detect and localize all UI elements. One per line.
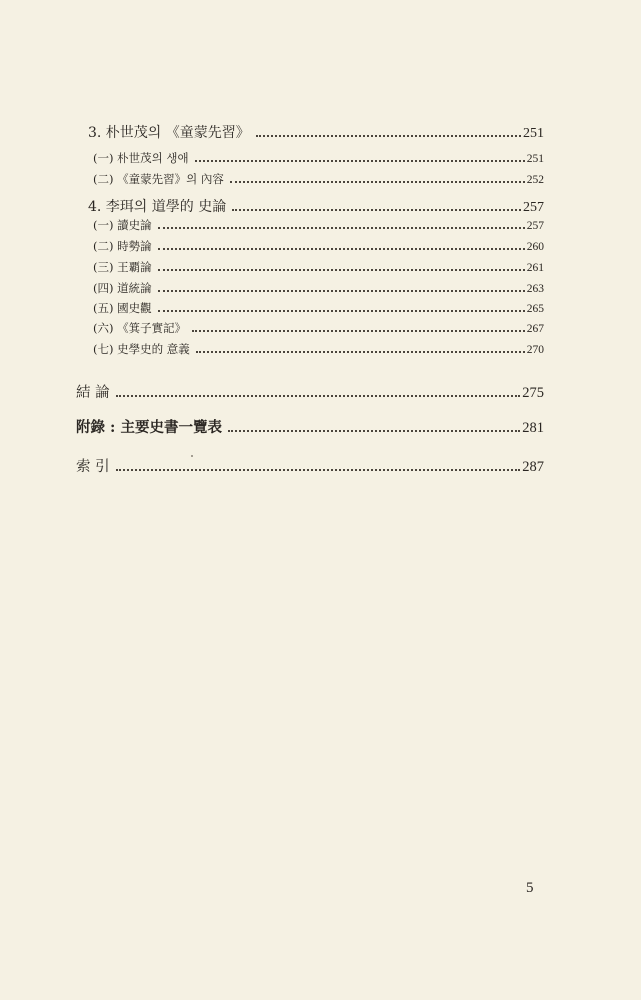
dot-leader — [116, 395, 521, 397]
toc-entry-label: 索 引 — [76, 459, 110, 475]
dot-leader — [256, 135, 521, 137]
toc-entry-4-4 — [93, 280, 544, 296]
dot-leader — [158, 248, 525, 250]
toc-entry-page: 267 — [526, 323, 544, 335]
toc-entry-label: (二) 《童蒙先習》의 內容 — [93, 172, 224, 186]
toc-entry-label: (一) 朴世茂의 생애 — [93, 151, 189, 165]
dot-leader — [196, 351, 525, 353]
toc-entry-4-6 — [93, 320, 544, 336]
toc-entry-page: 287 — [522, 459, 544, 475]
dot-leader — [116, 469, 521, 471]
toc-entry-label: (一) 讀史論 — [93, 218, 152, 232]
toc-entry-4-3 — [93, 259, 544, 275]
toc-entry-page: 261 — [526, 262, 544, 274]
ink-speck — [191, 455, 193, 457]
toc-entry-label: (七) 史學史的 意義 — [93, 342, 190, 356]
toc-entry-label: (六) 《箕子實記》 — [93, 321, 187, 335]
toc-entry-page: 270 — [526, 344, 544, 356]
dot-leader — [158, 269, 525, 271]
toc-entry-page: 251 — [526, 153, 544, 165]
toc-entry-page: 265 — [526, 303, 544, 315]
dot-leader — [192, 330, 525, 332]
toc-entry-label: 附錄 : 主要史書一覽表 — [76, 419, 222, 436]
toc-entry-4-7 — [93, 341, 544, 357]
toc-entry-page: 281 — [522, 420, 544, 436]
toc-entry-page: 251 — [523, 126, 544, 141]
toc-entry-page: 252 — [526, 174, 544, 186]
toc-entry-appendix — [76, 416, 544, 437]
dot-leader — [195, 160, 525, 162]
dot-leader — [228, 430, 520, 432]
dot-leader — [158, 227, 525, 229]
toc-entry-label: (五) 國史觀 — [93, 301, 152, 315]
dot-leader — [158, 290, 525, 292]
toc-entry-4-1 — [93, 217, 544, 233]
toc-entry-page: 257 — [523, 200, 544, 215]
toc-entry-label: (二) 時勢論 — [93, 239, 152, 253]
toc-entry-label: 3. 朴世茂의 《童蒙先習》 — [88, 125, 250, 141]
toc-entry-3-2 — [93, 171, 544, 187]
page-number: 5 — [526, 880, 534, 896]
toc-entry-conclusion — [76, 381, 544, 402]
toc-entry-3-1 — [93, 150, 544, 166]
toc-entry-page: 260 — [526, 241, 544, 253]
dot-leader — [232, 209, 521, 211]
toc-entry-label: 4. 李珥의 道學的 史論 — [88, 199, 227, 215]
toc-entry-4-2 — [93, 238, 544, 254]
toc-entry-label: 結 論 — [76, 385, 110, 401]
toc-entry-page: 275 — [522, 385, 544, 401]
toc-entry-label: (三) 王覇論 — [93, 260, 152, 274]
toc-entry-page: 257 — [526, 220, 544, 232]
dot-leader — [230, 181, 525, 183]
toc-entry-section-3 — [88, 122, 544, 142]
toc-entry-label: (四) 道統論 — [93, 281, 152, 295]
toc-entry-index — [76, 455, 544, 476]
dot-leader — [158, 310, 525, 312]
toc-entry-page: 263 — [526, 283, 544, 295]
toc-entry-section-4 — [88, 196, 544, 216]
toc-entry-4-5 — [93, 300, 544, 316]
